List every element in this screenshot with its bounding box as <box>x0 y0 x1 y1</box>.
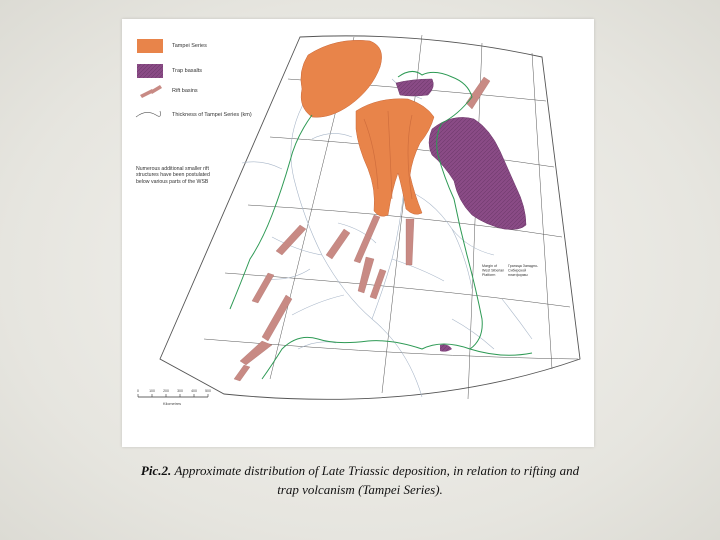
scale-tick-label: 400 <box>191 389 197 393</box>
figure-caption <box>60 462 660 480</box>
label-region-right: Граница Западно-Сибирской платформы <box>508 264 539 277</box>
scale-tick-label: 200 <box>163 389 169 393</box>
scale-bar <box>137 389 211 406</box>
scale-tick-label: 500 <box>205 389 211 393</box>
scale-tick-label: 0 <box>137 389 139 393</box>
trap-basalt-north <box>396 79 433 96</box>
legend-tampei-swatch <box>137 39 163 53</box>
caption-line2: trap volcanism (Tampei Series). <box>277 482 443 497</box>
scale-tick-label: 300 <box>177 389 183 393</box>
caption-line1: Approximate distribution of Late Triassic deposition, in relation to rifting and <box>174 463 580 478</box>
rift-structures-note: Numerous additional smaller rift structures have been postulated below various parts of the WSB <box>136 166 210 185</box>
scale-tick-label: 100 <box>149 389 155 393</box>
legend-symbols <box>136 39 163 117</box>
legend-tampei-label: Tampei Series <box>172 43 207 49</box>
legend-rift-swatch <box>140 85 162 98</box>
legend-trap-swatch <box>137 64 163 78</box>
legend-trap-label: Trap basalts <box>172 68 203 74</box>
legend-thickness-symbol <box>136 111 161 117</box>
legend-rift-label: Rift basins <box>172 88 198 94</box>
caption-prefix: Pic.2. <box>140 463 172 478</box>
map-figure <box>122 19 594 447</box>
figure-caption-line2 <box>60 481 660 499</box>
legend-thickness-label: Thickness of Tampei Series (km) <box>172 112 252 118</box>
label-platform-margin: Margin of West Siberian Platform <box>482 264 505 277</box>
map-canvas <box>122 19 594 447</box>
scale-label: Kilometres <box>163 402 181 406</box>
